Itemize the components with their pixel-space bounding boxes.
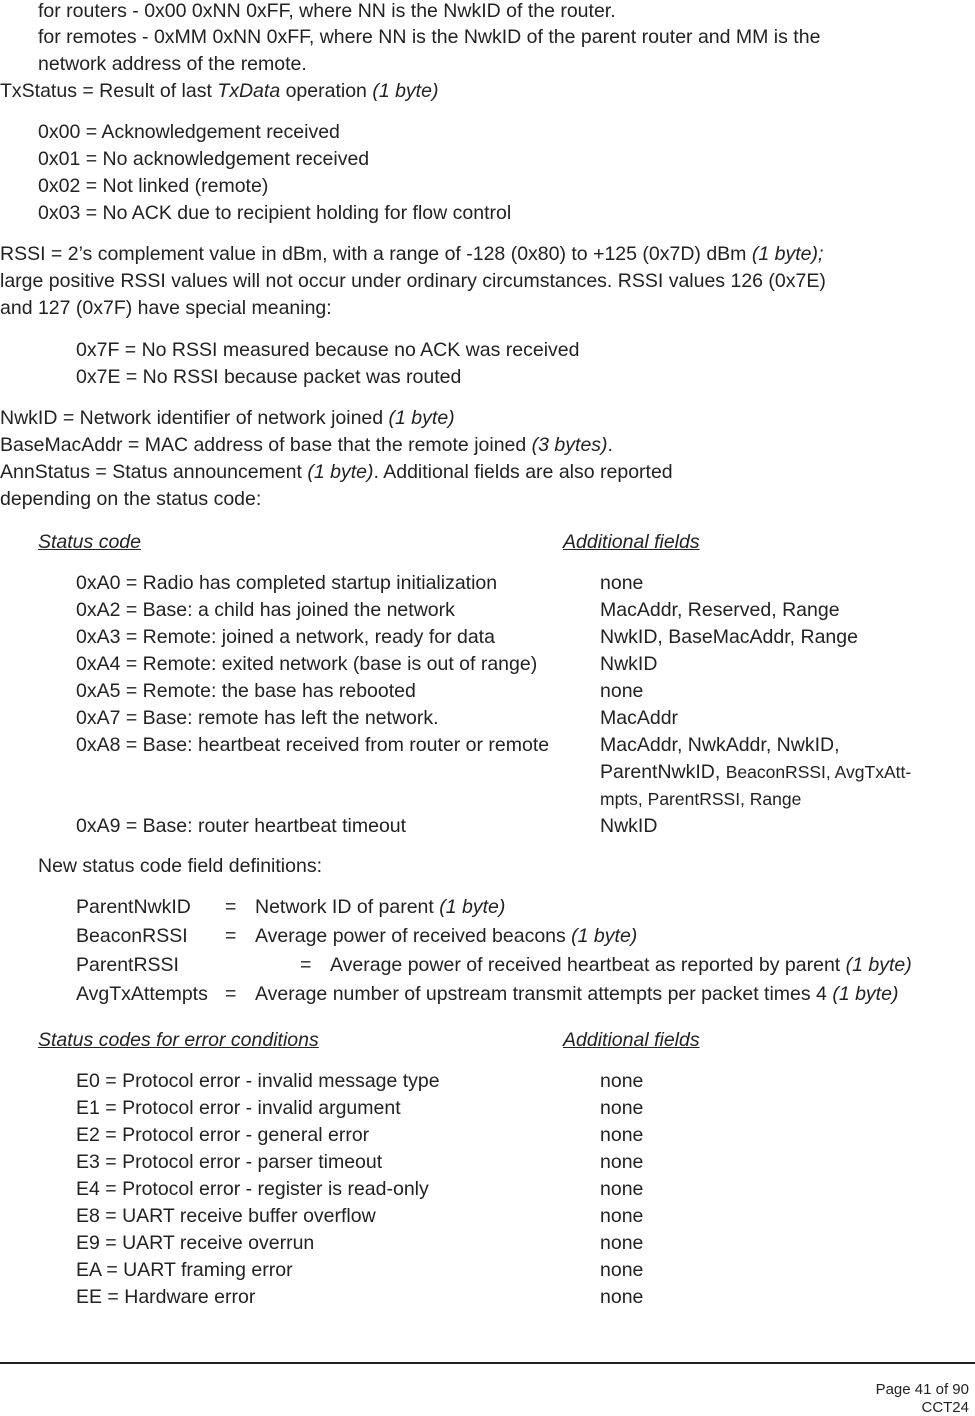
footer-divider [0, 1362, 975, 1364]
error-fields: none [600, 1097, 644, 1119]
status-code-row: 0xA7 = Base: remote has left the network. [76, 707, 439, 729]
intro-routers: for routers - 0x00 0xNN 0xFF, where NN is the NwkID of the router. [38, 0, 616, 22]
def-name: ParentRSSI [76, 954, 179, 976]
status-code-row: 0xA0 = Radio has completed startup initialization [76, 572, 498, 594]
status-fields: MacAddr, NwkAddr, NwkID, [600, 734, 840, 756]
status-fields: none [600, 572, 644, 594]
page-number: Page 41 of 90 [875, 1381, 969, 1398]
error-fields: none [600, 1151, 644, 1173]
error-code-row: E0 = Protocol error - invalid message type [76, 1070, 440, 1092]
error-code-row: E4 = Protocol error - register is read-only [76, 1178, 429, 1200]
rssi-note-line3: and 127 (0x7F) have special meaning: [0, 297, 332, 319]
error-fields: none [600, 1232, 644, 1254]
error-fields: none [600, 1205, 644, 1227]
error-codes-header: Status codes for error conditions [38, 1029, 319, 1051]
field-definitions-heading: New status code field definitions: [38, 855, 322, 877]
def-description: Average number of upstream transmit attempts per packet times 4 (1 byte) [255, 983, 899, 1005]
error-code-row: E2 = Protocol error - general error [76, 1124, 370, 1146]
status-code-header: Status code [38, 531, 141, 553]
rssi-note-line2: large positive RSSI values will not occur under ordinary circumstances. RSSI values 126 (0x7E) [0, 270, 826, 292]
error-fields: none [600, 1286, 644, 1308]
error-fields: none [600, 1259, 644, 1281]
def-name: AvgTxAttempts [76, 983, 208, 1005]
status-code-row: 0xA2 = Base: a child has joined the network [76, 599, 455, 621]
rssi-definition: RSSI = 2’s complement value in dBm, with a range of -128 (0x80) to +125 (0x7D) dBm (1 byte); [0, 243, 824, 265]
status-fields: NwkID [600, 653, 658, 675]
rssi-code: 0x7F = No RSSI measured because no ACK was received [76, 339, 580, 361]
def-description: Average power of received heartbeat as reported by parent (1 byte) [330, 954, 912, 976]
def-equals: = [225, 896, 237, 918]
status-fields: NwkID, BaseMacAddr, Range [600, 626, 858, 648]
txstatus-code: 0x02 = Not linked (remote) [38, 175, 269, 197]
status-code-row: 0xA3 = Remote: joined a network, ready for data [76, 626, 495, 648]
document-code: CCT24 [921, 1399, 969, 1416]
error-code-row: EE = Hardware error [76, 1286, 256, 1308]
basemacaddr-definition: BaseMacAddr = MAC address of base that the remote joined (3 bytes). [0, 434, 613, 456]
intro-remotes-line2: network address of the remote. [38, 53, 307, 75]
status-fields: MacAddr [600, 707, 679, 729]
error-code-row: E9 = UART receive overrun [76, 1232, 315, 1254]
def-description: Network ID of parent (1 byte) [255, 896, 506, 918]
status-code-row: 0xA4 = Remote: exited network (base is out of range) [76, 653, 538, 675]
def-equals: = [225, 925, 237, 947]
annstatus-definition-line2: depending on the status code: [0, 488, 262, 510]
nwkid-definition: NwkID = Network identifier of network joined (1 byte) [0, 407, 455, 429]
error-fields: none [600, 1070, 644, 1092]
status-fields-continued: mpts, ParentRSSI, Range [600, 789, 802, 809]
def-description: Average power of received beacons (1 byte) [255, 925, 638, 947]
status-code-row: 0xA8 = Base: heartbeat received from router or remote [76, 734, 550, 756]
error-fields: none [600, 1124, 644, 1146]
txstatus-code: 0x03 = No ACK due to recipient holding for flow control [38, 202, 512, 224]
def-name: ParentNwkID [76, 896, 191, 918]
annstatus-definition: AnnStatus = Status announcement (1 byte). Additional fields are also reported [0, 461, 673, 483]
additional-fields-header: Additional fields [563, 531, 700, 553]
error-code-row: EA = UART framing error [76, 1259, 293, 1281]
error-code-row: E1 = Protocol error - invalid argument [76, 1097, 401, 1119]
error-code-row: E8 = UART receive buffer overflow [76, 1205, 376, 1227]
txstatus-code: 0x01 = No acknowledgement received [38, 148, 370, 170]
status-fields: NwkID [600, 815, 658, 837]
error-code-row: E3 = Protocol error - parser timeout [76, 1151, 383, 1173]
rssi-code: 0x7E = No RSSI because packet was routed [76, 366, 462, 388]
status-code-row: 0xA9 = Base: router heartbeat timeout [76, 815, 407, 837]
error-fields: none [600, 1178, 644, 1200]
intro-remotes-line1: for remotes - 0xMM 0xNN 0xFF, where NN is the NwkID of the parent router and MM is the [38, 26, 821, 48]
txstatus-definition: TxStatus = Result of last TxData operation (1 byte) [0, 80, 439, 102]
txstatus-code: 0x00 = Acknowledgement received [38, 121, 340, 143]
status-fields: none [600, 680, 644, 702]
error-additional-fields-header: Additional fields [563, 1029, 700, 1051]
def-equals: = [225, 983, 237, 1005]
status-fields: MacAddr, Reserved, Range [600, 599, 840, 621]
def-name: BeaconRSSI [76, 925, 188, 947]
status-code-row: 0xA5 = Remote: the base has rebooted [76, 680, 416, 702]
def-equals: = [300, 954, 312, 976]
status-fields-continued: ParentNwkID, BeaconRSSI, AvgTxAtt- [600, 761, 912, 783]
